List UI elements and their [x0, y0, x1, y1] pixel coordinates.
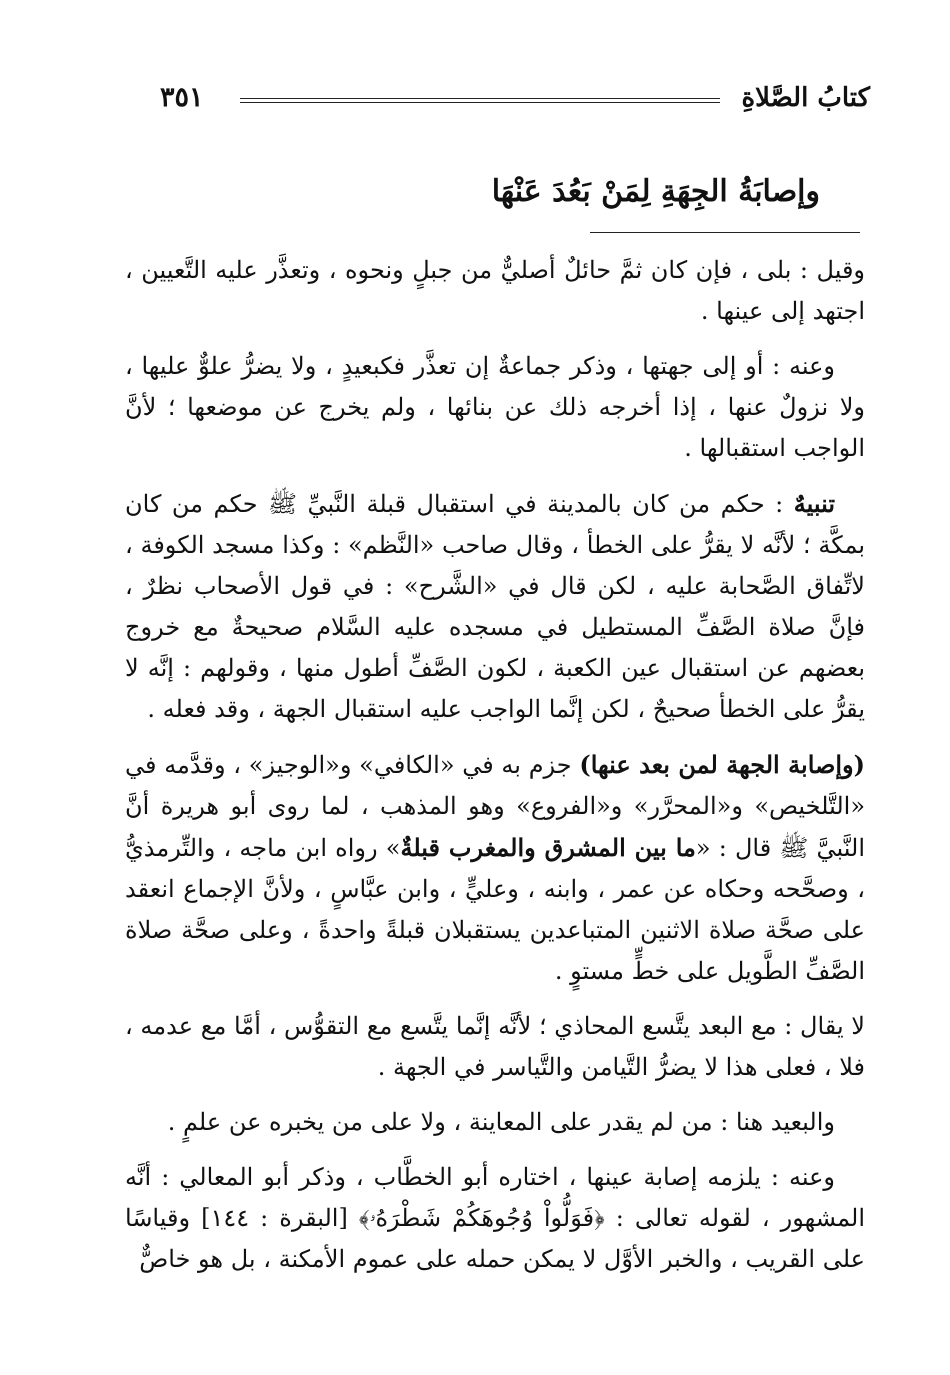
page-number: ٣٥١ [160, 82, 204, 113]
paragraph [125, 1157, 865, 1280]
paragraph-lead: تنبيهٌ [793, 489, 835, 518]
commentary-body [125, 250, 865, 1294]
paragraph-text: لا يقال : مع البعد يتَّسع المحاذي ؛ لأنَّه إنَّما يتَّسع مع التقوُّس ، أمَّا مع عدمه ، فلا ، فعلى هذا لا يضرُّ التَّيامن والتَّياسر في الجهة . [125, 1012, 865, 1081]
paragraph [125, 1006, 865, 1088]
running-header [160, 78, 870, 118]
paragraph-text: جزم به في «الكافي» و«الوجيز» ، وقدَّمه في «التَّلخيص» و«المحرَّر» و«الفروع» وهو المذهب ، لما روى أبو هريرة أنَّ النَّبيَّ ﷺ قال : « [125, 751, 865, 862]
book-title: كتابُ الصَّلاةِ [741, 83, 870, 113]
paragraph-text: وعنه : أو إلى جهتها ، وذكر جماعةٌ إن تعذَّر فكبعيدٍ ، ولا يضرُّ علوٌّ عليها ، ولا نزولٌ عنها ، إذا أخرجه ذلك عن بنائها ، ولم يخرج عن موضعها ؛ لأنَّ الواجب استقبالها . [125, 352, 865, 462]
paragraph-text: وقيل : بلى ، فإن كان ثمَّ حائلٌ أصليٌّ من جبلٍ ونحوه ، وتعذَّر عليه التَّعيين ، اجتهد إلى عينها . [125, 256, 865, 325]
paragraph [125, 744, 865, 992]
paragraph-lead: (وإصابة الجهة لمن بعد عنها) [579, 750, 865, 779]
paragraph-text: وعنه : يلزمه إصابة عينها ، اختاره أبو الخطَّاب ، وذكر أبو المعالي : أنَّه المشهور ، لقوله تعالى : ﴿فَوَلُّواْ وُجُوهَكُمْ شَطْرَهُۥ﴾ [البقرة : ١٤٤] وقياسًا على القريب ، والخبر الأوَّل لا يمكن حمله على عموم الأمكنة ، بل هو خاصٌّ [125, 1163, 865, 1273]
hadith-quote: ما بين المشرق والمغرب قبلةٌ [400, 833, 696, 862]
paragraph-text: : حكم من كان بالمدينة في استقبال قبلة النَّبيِّ ﷺ حكم من كان بمكَّة ؛ لأنَّه لا يقرُّ على الخطأ ، وقال صاحب «النَّظم» : وكذا مسجد الكوفة ، لاتِّفاق الصَّحابة عليه ، لكن قال في «الشَّرح» : في قول الأصحاب نظرٌ ، فإنَّ صلاة الصَّفِّ المستطيل في مسجده عليه السَّلام صحيحةٌ مع خروج بعضهم عن استقبال عين الكعبة ، لكون الصَّفِّ أطول منها ، وقولهم : إنَّه لا يقرُّ على الخطأ صحيحٌ ، لكن إنَّما الواجب عليه استقبال الجهة ، وقد فعله . [125, 490, 865, 723]
paragraph [125, 346, 865, 469]
header-rule [240, 98, 720, 103]
paragraph-text: » رواه ابن ماجه ، والتِّرمذيُّ ، وصحَّحه وحكاه عن عمر ، وابنه ، وعليٍّ ، وابن عبَّاسٍ ، ولأنَّ الإجماع انعقد على صحَّة صلاة الاثنين المتباعدين يستقبلان قبلةً واحدةً ، وعلى صحَّة صلاة الصَّفِّ الطَّويل على خطٍّ مستوٍ . [125, 834, 865, 985]
paragraph [125, 1102, 865, 1143]
paragraph-text: والبعيد هنا : من لم يقدر على المعاينة ، ولا على من يخبره عن علمٍ . [167, 1108, 835, 1136]
matn-heading: وإصابَةُ الجِهَةِ لِمَنْ بَعُدَ عَنْهَا [491, 174, 820, 209]
paragraph [125, 250, 865, 332]
matn-separator [590, 232, 860, 233]
paragraph [125, 483, 865, 730]
